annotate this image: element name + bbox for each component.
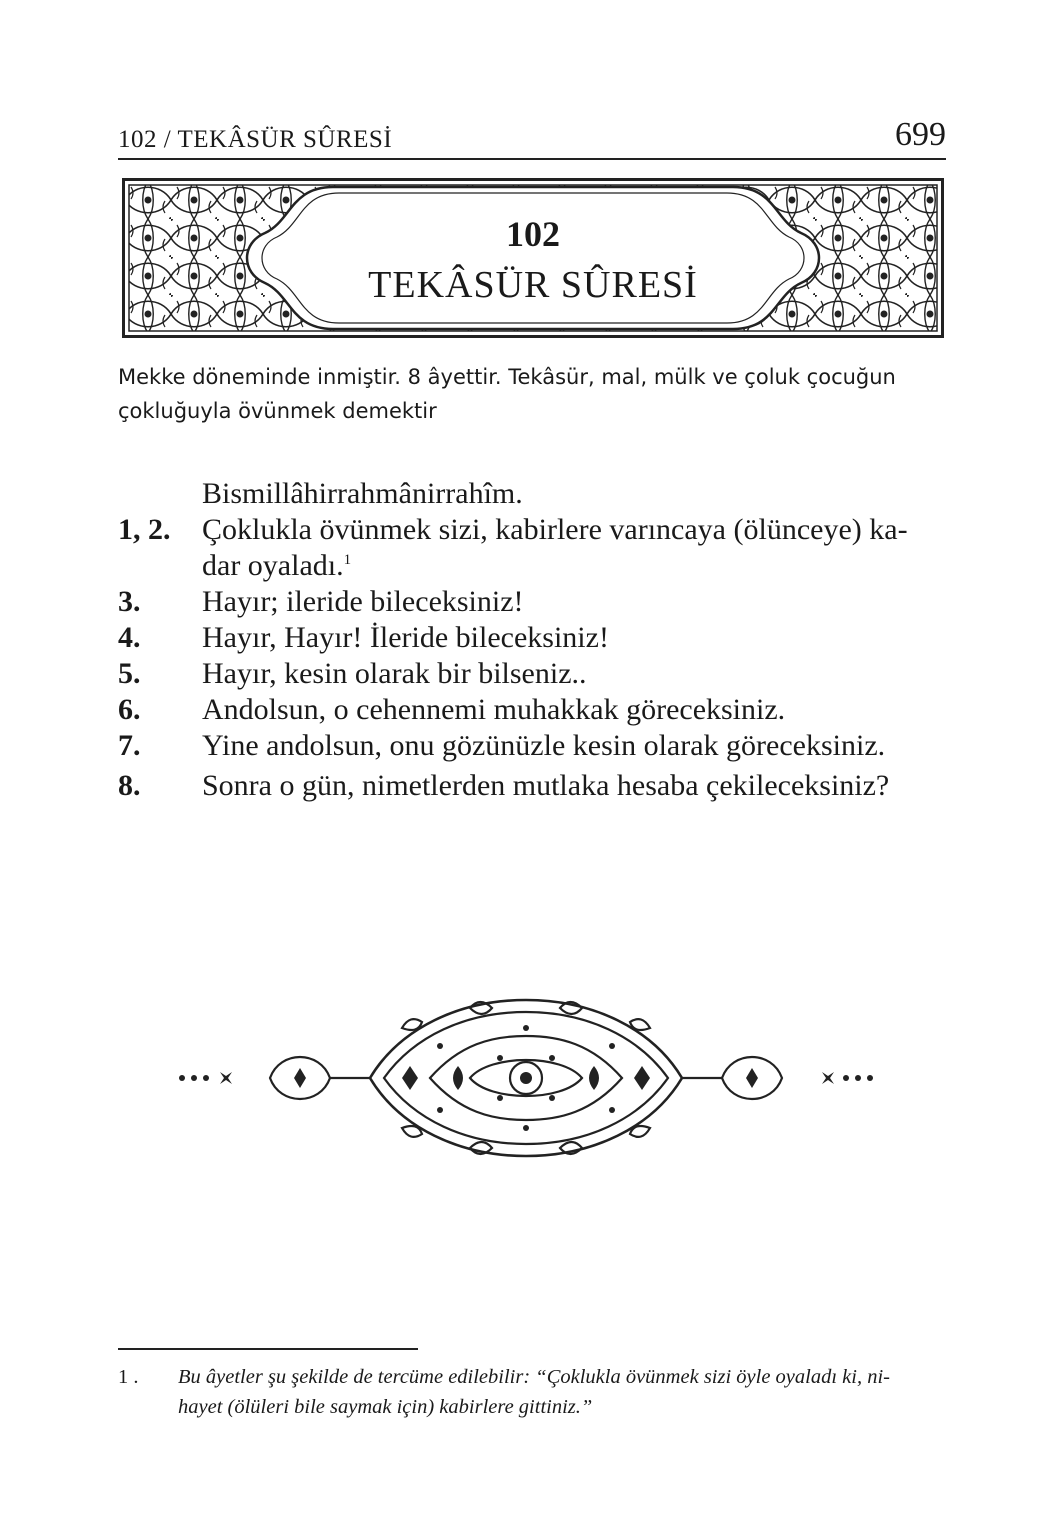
verse-text: Yine andolsun, onu gözünüzle kesin olarak göreceksiniz.: [202, 729, 886, 762]
verse-number: 3.: [118, 585, 141, 618]
verse-number: 5.: [118, 657, 141, 690]
verse-item: [118, 656, 946, 692]
arabesque-ornament-icon: [125, 181, 941, 335]
footnote-ref: 1: [343, 552, 352, 568]
running-header: [118, 112, 946, 160]
verse-text: Hayır, Hayır! İleride bileceksiniz!: [202, 621, 609, 654]
end-ornament-icon: [170, 988, 890, 1168]
basmala: Bismillâhirrahmânirrahîm.: [202, 477, 523, 510]
surah-name: TEKÂSÜR SÛRESİ: [368, 264, 698, 306]
footnote-line: hayet (ölüleri bile saymak için) kabirlere gittiniz.”: [178, 1396, 593, 1418]
verse-text: Sonra o gün, nimetlerden mutlaka hesaba çekileceksiniz?: [202, 769, 890, 802]
verse-number: 6.: [118, 693, 141, 726]
verse-text: Hayır; ileride bileceksiniz!: [202, 585, 524, 618]
surah-banner: [122, 178, 944, 338]
verse-item: [118, 728, 946, 764]
page-number: 699: [895, 116, 946, 153]
surah-number: 102: [506, 214, 560, 254]
verse-item: [118, 768, 946, 804]
footnote-text: [178, 1362, 946, 1422]
verse-list: [118, 476, 946, 804]
intro-line: Mekke döneminde inmiştir. 8 âyettir. Tekâsür, mal, mülk ve çoluk çocuğun: [118, 365, 896, 389]
verse-item: [118, 584, 946, 620]
verse-text: Andolsun, o cehennemi muhakkak göreceksiniz.: [202, 693, 786, 726]
running-title: 102 / TEKÂSÜR SÛRESİ: [118, 126, 393, 153]
verse-text: [202, 512, 946, 584]
footnote-number: 1 .: [118, 1366, 139, 1388]
intro-line: çokluğuyla övünmek demektir: [118, 399, 437, 423]
footnote: [118, 1362, 946, 1422]
surah-intro: [118, 360, 946, 428]
verse-number: 7.: [118, 729, 141, 762]
verse-item: [118, 692, 946, 728]
verse-item: [118, 620, 946, 656]
verse-text: Hayır, kesin olarak bir bilseniz..: [202, 657, 587, 690]
verse-number: 1, 2.: [118, 513, 171, 546]
footnote-rule: [118, 1348, 418, 1350]
verse-item: [118, 512, 946, 584]
verse-line: dar oyaladı.: [202, 549, 344, 582]
verse-number: 4.: [118, 621, 141, 654]
footnote-line: Bu âyetler şu şekilde de tercüme edilebilir: “Çoklukla övünmek sizi öyle oyaladı ki, ni-: [178, 1366, 890, 1388]
verse-line: Çoklukla övünmek sizi, kabirlere varıncaya (ölünceye) ka-: [202, 513, 908, 546]
verse-number: 8.: [118, 769, 141, 802]
